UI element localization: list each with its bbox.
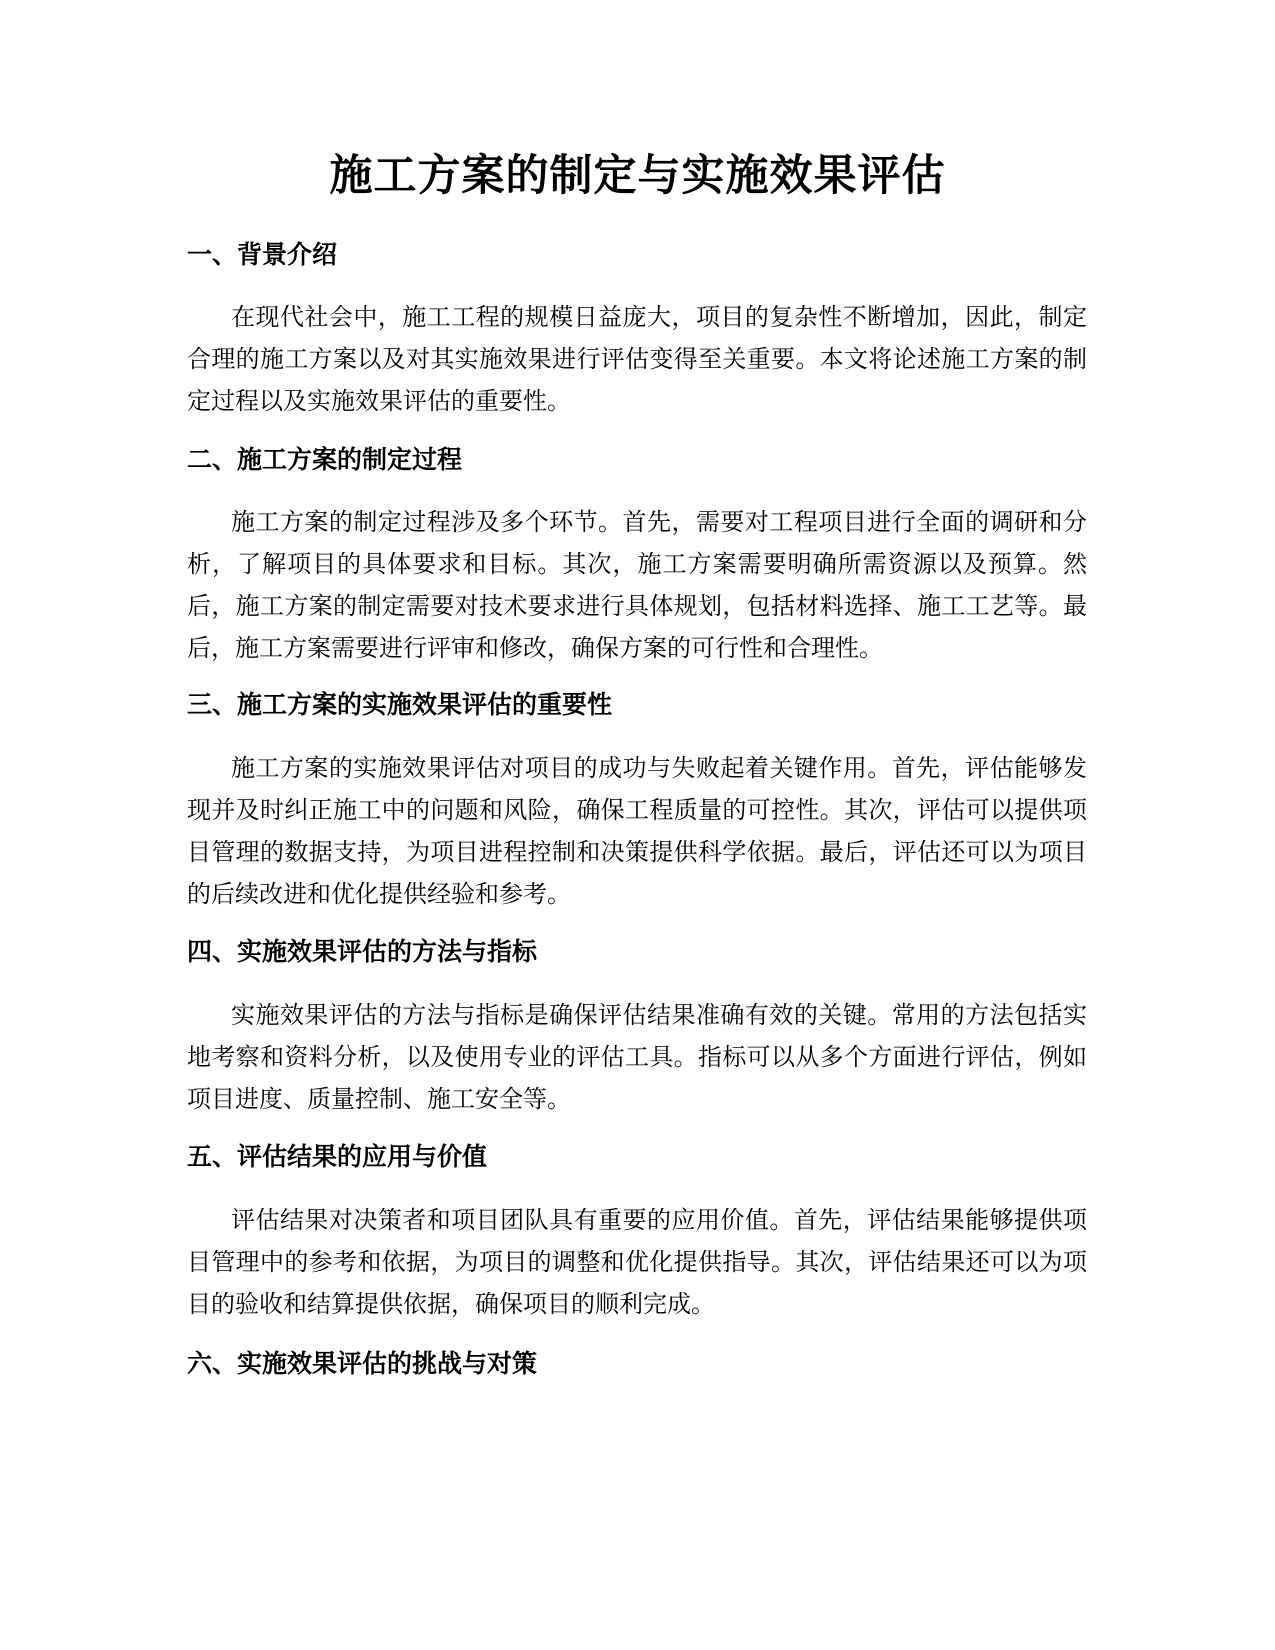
section-heading-challenges: 六、实施效果评估的挑战与对策 bbox=[187, 1349, 538, 1378]
section-paragraph-results-application: 评估结果对决策者和项目团队具有重要的应用价值。首先，评估结果能够提供项目管理中的参考和依据，为项目的调整和优化提供指导。其次，评估结果还可以为项目的验收和结算提供依据，确保项目的顺利完成。 bbox=[187, 1206, 1087, 1318]
section-heading-results-application: 五、评估结果的应用与价值 bbox=[187, 1142, 488, 1171]
section-paragraph-evaluation-importance: 施工方案的实施效果评估对项目的成功与失败起着关键作用。首先，评估能够发现并及时纠正施工中的问题和风险，确保工程质量的可控性。其次，评估可以提供项目管理的数据支持，为项目进程控制和决策提供科学依据。最后，评估还可以为项目的后续改进和优化提供经验和参考。 bbox=[187, 754, 1087, 908]
section-paragraph-background: 在现代社会中，施工工程的规模日益庞大，项目的复杂性不断增加，因此，制定合理的施工方案以及对其实施效果进行评估变得至关重要。本文将论述施工方案的制定过程以及实施效果评估的重要性。 bbox=[187, 303, 1087, 415]
section-heading-evaluation-importance: 三、施工方案的实施效果评估的重要性 bbox=[187, 690, 613, 719]
section-heading-background: 一、背景介绍 bbox=[187, 240, 338, 269]
document-title: 施工方案的制定与实施效果评估 bbox=[329, 151, 946, 201]
section-paragraph-methods-indicators: 实施效果评估的方法与指标是确保评估结果准确有效的关键。常用的方法包括实地考察和资料分析，以及使用专业的评估工具。指标可以从多个方面进行评估，例如项目进度、质量控制、施工安全等。 bbox=[187, 1001, 1087, 1113]
section-heading-methods-indicators: 四、实施效果评估的方法与指标 bbox=[187, 937, 538, 966]
section-heading-formulation-process: 二、施工方案的制定过程 bbox=[187, 445, 463, 474]
section-paragraph-formulation-process: 施工方案的制定过程涉及多个环节。首先，需要对工程项目进行全面的调研和分析，了解项目的具体要求和目标。其次，施工方案需要明确所需资源以及预算。然后，施工方案的制定需要对技术要求进行具体规划，包括材料选择、施工工艺等。最后，施工方案需要进行评审和修改，确保方案的可行性和合理性。 bbox=[187, 508, 1087, 662]
